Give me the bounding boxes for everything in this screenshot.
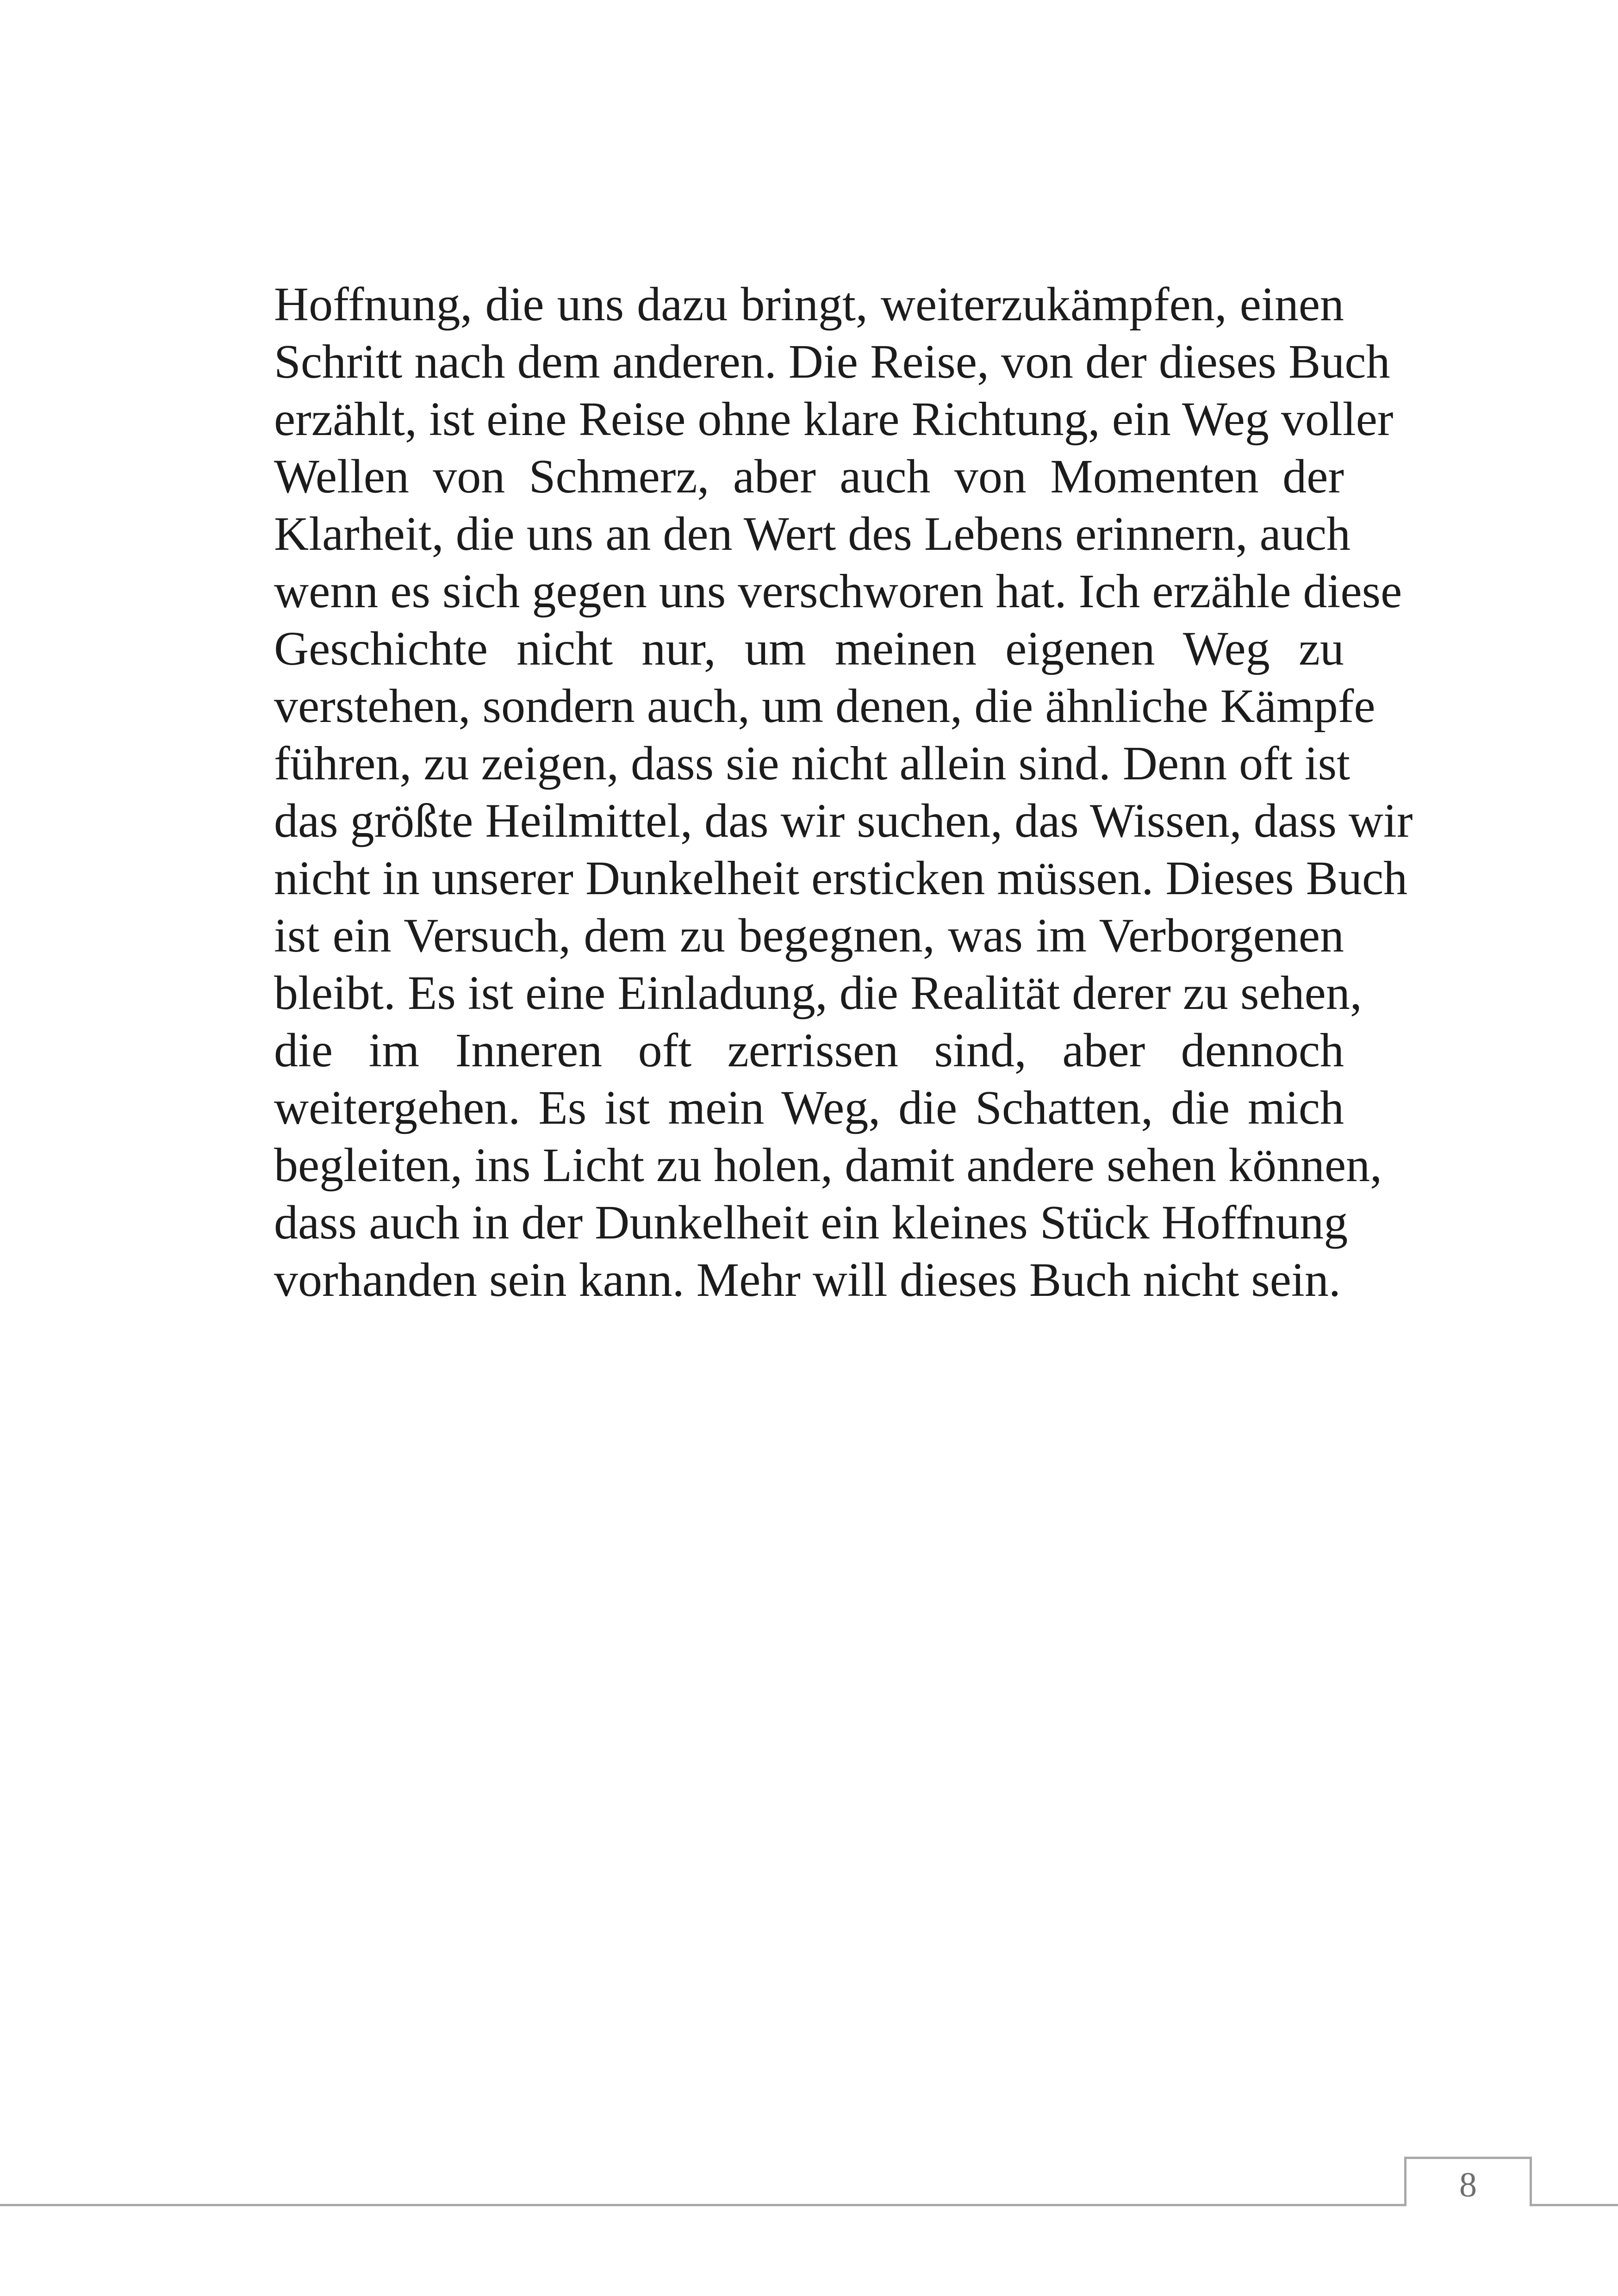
text-line: nicht in unserer Dunkelheit ersticken müssen. Dieses Buch — [274, 852, 1408, 905]
text-line: dass auch in der Dunkelheit ein kleines Stück Hoffnung — [274, 1196, 1348, 1249]
text-line: Wellen von Schmerz, aber auch von Momenten der — [274, 450, 1344, 503]
text-line: das größte Heilmittel, das wir suchen, das Wissen, dass wir — [274, 794, 1413, 847]
text-line: Schritt nach dem anderen. Die Reise, von der dieses Buch — [274, 335, 1390, 388]
text-line: vorhanden sein kann. Mehr will dieses Buch nicht sein. — [274, 1253, 1341, 1307]
text-line: verstehen, sondern auch, um denen, die ähnliche Kämpfe — [274, 679, 1375, 733]
text-line: Geschichte nicht nur, um meinen eigenen Weg zu — [274, 622, 1344, 675]
body-paragraph — [274, 276, 1413, 1309]
text-line: Klarheit, die uns an den Wert des Lebens erinnern, auch — [274, 507, 1350, 560]
text-line: ist ein Versuch, dem zu begegnen, was im Verborgenen — [274, 909, 1344, 962]
footer-rule-right — [1532, 2204, 1618, 2206]
page-number-box — [1404, 2157, 1532, 2206]
page-number: 8 — [1459, 2165, 1477, 2204]
text-line: bleibt. Es ist eine Einladung, die Realität derer zu sehen, — [274, 966, 1362, 1020]
text-line: Hoffnung, die uns dazu bringt, weiterzukämpfen, einen — [274, 278, 1344, 331]
text-line: begleiten, ins Licht zu holen, damit andere sehen können, — [274, 1139, 1382, 1192]
footer-rule-left — [0, 2204, 1405, 2206]
text-line: führen, zu zeigen, dass sie nicht allein sind. Denn oft ist — [274, 737, 1350, 790]
text-line: wenn es sich gegen uns verschworen hat. Ich erzähle diese — [274, 565, 1402, 618]
text-line: erzählt, ist eine Reise ohne klare Richtung, ein Weg voller — [274, 392, 1394, 446]
text-line: weitergehen. Es ist mein Weg, die Schatten, die mich — [274, 1081, 1344, 1134]
text-line: die im Inneren oft zerrissen sind, aber dennoch — [274, 1024, 1344, 1077]
